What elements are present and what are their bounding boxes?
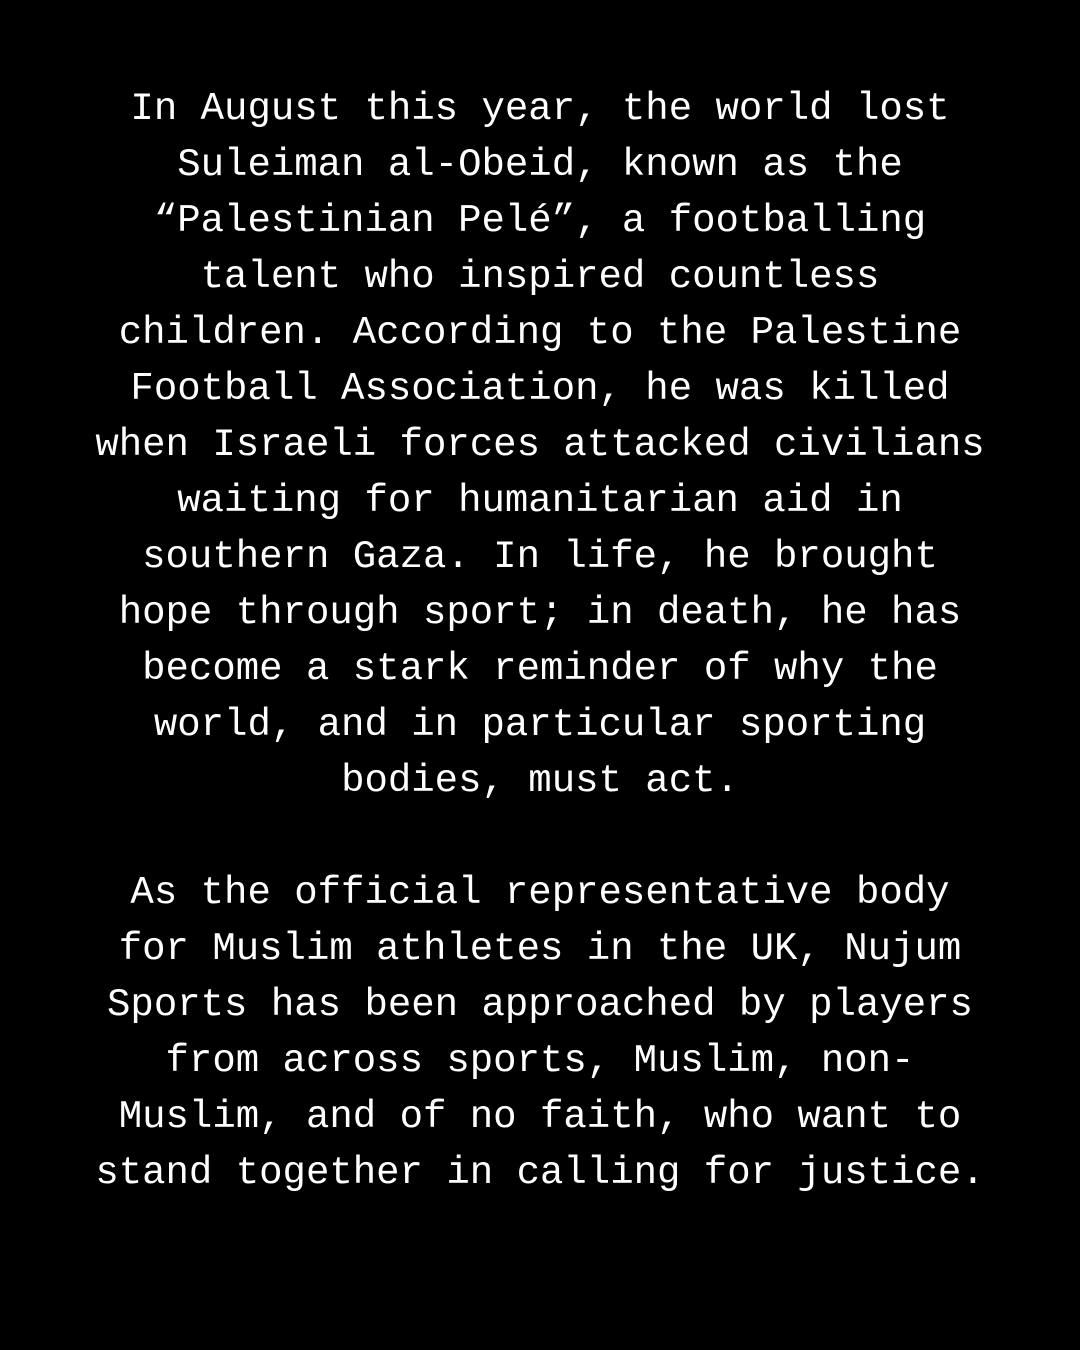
text-line: from across sports, Muslim, non- <box>165 1039 915 1083</box>
text-line: for Muslim athletes in the UK, Nujum <box>118 927 962 971</box>
text-line: As the official representative body <box>130 871 950 915</box>
text-line: stand together in calling for justice. <box>95 1151 985 1195</box>
text-line: Sports has been approached by players <box>107 983 973 1027</box>
text-line: In August this year, the world lost <box>130 87 950 131</box>
paragraph-statement <box>0 865 1080 1201</box>
text-line: Suleiman al-Obeid, known as the <box>177 143 903 187</box>
text-line: talent who inspired countless <box>200 255 880 299</box>
text-line: become a stark reminder of why the <box>142 647 938 691</box>
paragraph-tribute <box>0 81 1080 809</box>
text-line: children. According to the Palestine <box>118 311 962 355</box>
text-line: bodies, must act. <box>341 759 739 803</box>
text-line: when Israeli forces attacked civilians <box>95 423 985 467</box>
text-line: Football Association, he was killed <box>130 367 950 411</box>
text-line: Muslim, and of no faith, who want to <box>118 1095 962 1139</box>
text-line: “Palestinian Pelé”, a footballing <box>153 199 927 243</box>
text-line: southern Gaza. In life, he brought <box>142 535 938 579</box>
text-line: waiting for humanitarian aid in <box>177 479 903 523</box>
text-line: hope through sport; in death, he has <box>118 591 962 635</box>
text-line: world, and in particular sporting <box>153 703 927 747</box>
